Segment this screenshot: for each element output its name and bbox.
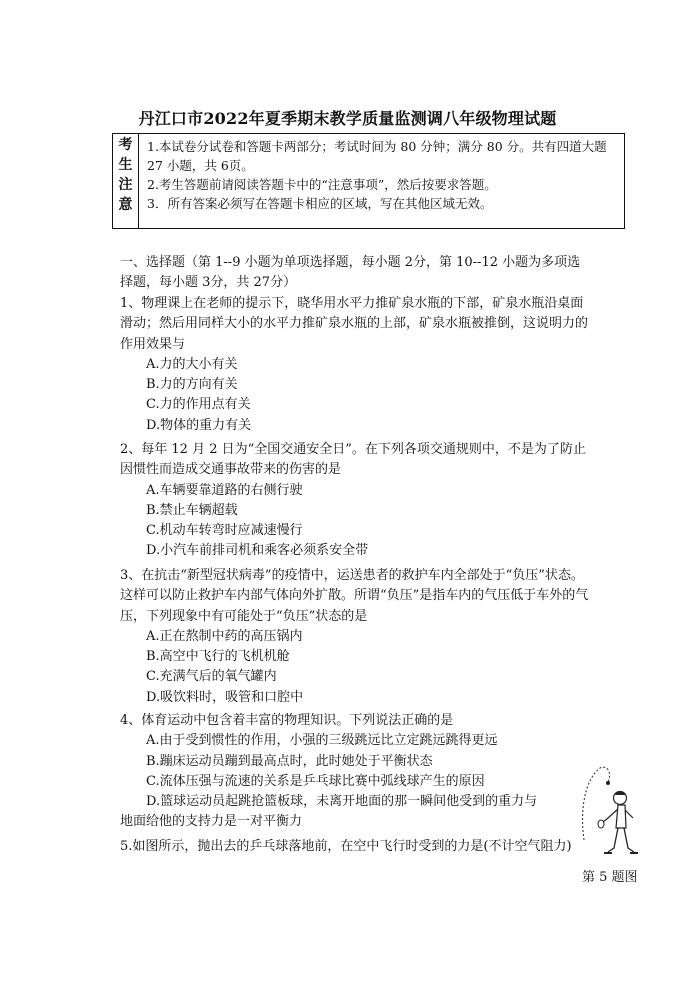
question-stem: 5.如图所示，抛出去的乒乓球落地前，在空中飞行时受到的力是(不计空气阻力) bbox=[120, 839, 572, 854]
question-stem: 4、体育运动中包含着丰富的物理知识。下列说法正确的是 bbox=[120, 713, 454, 728]
section-heading: 一、选择题（第 1--9 小题为单项选择题，每小题 2分，第 10--12 小题为多项选择题，每小题 3分，共 27分） bbox=[120, 255, 581, 291]
ping-pong-ball bbox=[606, 781, 610, 785]
option-a: A.力的大小有关 bbox=[146, 356, 238, 372]
notice-body bbox=[147, 137, 619, 213]
player-leg-right bbox=[624, 828, 634, 852]
player-leg-left bbox=[608, 828, 618, 852]
player-body bbox=[616, 805, 626, 828]
option-a: A.车辆要靠道路的右侧行驶 bbox=[146, 482, 303, 498]
option-a: A.由于受到惯性的作用，小强的三级跳远比立定跳远跳得更远 bbox=[146, 733, 498, 749]
option-b: B.蹦床运动员蹦到最高点时，此时她处于平衡状态 bbox=[146, 753, 433, 769]
question-3 bbox=[120, 566, 590, 708]
option-b: B.力的方向有关 bbox=[146, 377, 238, 393]
ball-trajectory bbox=[583, 767, 610, 840]
notice-label-char: 意 bbox=[118, 197, 133, 213]
notice-line: 3．所有答案必须写在答题卡相应的区域，写在其他区域无效。 bbox=[147, 196, 493, 211]
notice-line: 2.考生答题前请阅读答题卡中的“注意事项”，然后按要求答题。 bbox=[147, 177, 497, 192]
option-c: C.机动车转弯时应减速慢行 bbox=[146, 523, 303, 539]
notice-line: 1.本试卷分试卷和答题卡两部分；考试时间为 80 分钟；满分 80 分。共有四道大题 27 小题，共 6页。 bbox=[147, 139, 607, 173]
player-arm bbox=[603, 809, 618, 822]
notice-label-char: 生 bbox=[118, 157, 133, 173]
notice-label-char: 考 bbox=[118, 137, 133, 153]
player-arm-2 bbox=[625, 810, 633, 818]
question-2 bbox=[120, 440, 590, 562]
question-stem: 1、物理课上在老师的提示下，晓华用水平力推矿泉水瓶的下部，矿泉水瓶沿桌面滑动；然后用同样大小的水平力推矿泉水瓶的上部，矿泉水瓶被推倒，这说明力的作用效果与 bbox=[120, 296, 589, 352]
question-stem: 2、每年 12 月 2 日为“全国交通安全日”。在下列各项交通规则中，不是为了防止因惯性而造成交通事故带来的伤害的是 bbox=[120, 442, 586, 478]
page-title: 丹江口市2022年夏季期末教学质量监测调八年级物理试题 bbox=[138, 109, 557, 128]
question-4 bbox=[120, 711, 590, 833]
question-1 bbox=[120, 294, 590, 436]
ping-pong-player-figure bbox=[578, 762, 658, 862]
question-stem: 3、在抗击“新型冠状病毒”的疫情中，运送患者的救护车内全部处于“负压”状态。这样可以防止救护车内部气体向外扩散。所谓“负压”是指车内的气压低于车外的气压，下列现象中有可能处于“负压”状态的是 bbox=[120, 568, 589, 624]
notice-label-char: 注 bbox=[118, 177, 133, 193]
option-d: D.物体的重力有关 bbox=[146, 417, 252, 433]
option-d: D.小汽车前排司机和乘客必须系安全带 bbox=[146, 543, 369, 559]
option-d: D.吸饮料时，吸管和口腔中 bbox=[146, 689, 304, 705]
exam-notice-box bbox=[112, 133, 625, 229]
paddle bbox=[598, 820, 604, 828]
option-d: D.篮球运动员起跳抢篮板球，未离开地面的那一瞬间他受到的重力与 bbox=[146, 794, 538, 810]
option-c: C.充满气后的氧气罐内 bbox=[146, 669, 277, 685]
option-d-continuation: 地面给他的支持力是一对平衡力 bbox=[120, 814, 303, 830]
option-a: A.正在熬制中药的高压锅内 bbox=[146, 628, 303, 644]
option-b: B.高空中飞行的飞机机舱 bbox=[146, 649, 290, 665]
option-b: B.禁止车辆超载 bbox=[146, 502, 238, 518]
notice-label bbox=[113, 134, 139, 228]
question-5 bbox=[120, 837, 572, 857]
option-c: C.力的作用点有关 bbox=[146, 397, 251, 413]
option-c: C.流体压强与流速的关系是乒乓球比赛中弧线球产生的原因 bbox=[146, 773, 485, 789]
figure-caption: 第 5 题图 bbox=[582, 870, 638, 885]
